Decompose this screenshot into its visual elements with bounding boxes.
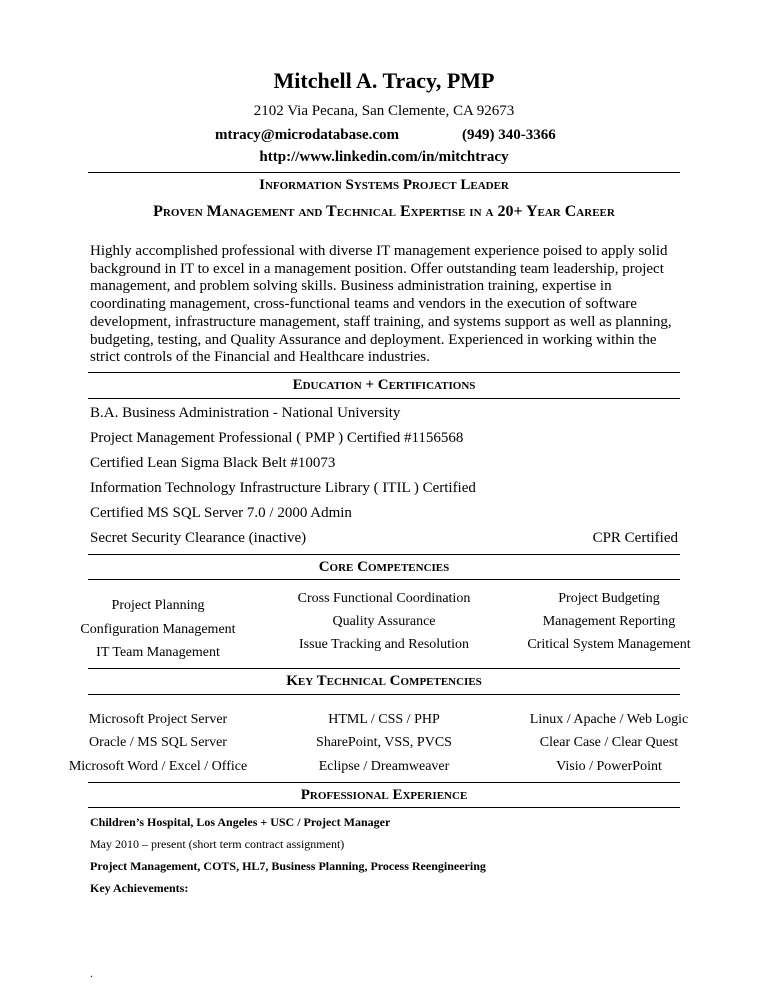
cpr-certified: CPR Certified (592, 530, 678, 546)
divider-rule (88, 398, 680, 399)
education-item: Certified Lean Sigma Black Belt #10073 (90, 455, 336, 471)
summary-line: coordinating management, cross-functional teams and vendors in the execution of software (90, 296, 637, 313)
candidate-name: Mitchell A. Tracy, PMP (273, 68, 495, 93)
role-title: Information Systems Project Leader (259, 177, 509, 193)
achievements-label: Key Achievements: (90, 881, 189, 895)
employment-dates: May 2010 – present (short term contract assignment) (90, 837, 345, 851)
education-item: B.A. Business Administration - National University (90, 405, 401, 421)
technical-item: Clear Case / Clear Quest (539, 735, 679, 750)
technical-item: Linux / Apache / Web Logic (529, 712, 689, 727)
technical-item: SharePoint, VSS, PVCS (316, 735, 452, 750)
core-item: Quality Assurance (332, 614, 436, 629)
divider-rule (88, 172, 680, 173)
divider-rule (88, 694, 680, 695)
core-item: Project Budgeting (558, 591, 660, 606)
technical-item: HTML / CSS / PHP (328, 712, 440, 727)
technical-item: Microsoft Word / Excel / Office (68, 759, 248, 774)
technical-item: Oracle / MS SQL Server (89, 735, 227, 750)
summary (90, 243, 690, 367)
summary-line: Highly accomplished professional with diverse IT management experience poised to apply solid (90, 243, 668, 259)
phone: (949) 340-3366 (462, 127, 556, 143)
divider-rule (88, 807, 680, 808)
employer: Children’s Hospital, Los Angeles + USC / Project Manager (90, 815, 391, 829)
technical-item: Microsoft Project Server (88, 712, 228, 727)
divider-rule (88, 668, 680, 669)
divider-rule (88, 372, 680, 373)
linkedin-url: http://www.linkedin.com/in/mitchtracy (259, 149, 509, 165)
technical-heading: Key Technical Competencies (286, 673, 482, 689)
core-item: IT Team Management (96, 645, 220, 660)
core-item: Issue Tracking and Resolution (299, 637, 469, 652)
education-heading: Education + Certifications (292, 377, 476, 393)
summary-line: development, infrastructure management, staff training, and systems support as well as planning, (90, 313, 672, 330)
summary-line: background in IT to excel in a management position. Offer outstanding team leadership, project (90, 260, 664, 277)
core-item: Management Reporting (542, 614, 676, 629)
divider-rule (88, 579, 680, 580)
core-item: Project Planning (111, 598, 205, 613)
education-item: Information Technology Infrastructure Library ( ITIL ) Certified (90, 480, 476, 496)
core-item: Configuration Management (80, 622, 236, 637)
education-item: Certified MS SQL Server 7.0 / 2000 Admin (90, 505, 352, 521)
core-heading: Core Competencies (318, 559, 450, 575)
tagline: Proven Management and Technical Expertise in a 20+ Year Career (153, 203, 615, 220)
core-item: Cross Functional Coordination (297, 591, 471, 606)
education-item: Project Management Professional ( PMP ) Certified #1156568 (90, 430, 464, 446)
technical-item: Visio / PowerPoint (556, 759, 662, 774)
experience-heading: Professional Experience (300, 787, 468, 803)
education-item: Secret Security Clearance (inactive) (90, 530, 307, 546)
core-item: Critical System Management (527, 637, 691, 652)
email: mtracy@microdatabase.com (215, 127, 400, 143)
summary-line: strict controls of the Financial and Healthcare industries. (90, 349, 430, 366)
experience-skills: Project Management, COTS, HL7, Business Planning, Process Reengineering (90, 859, 486, 873)
technical-item: Eclipse / Dreamweaver (318, 759, 450, 774)
bullet-mark: . (90, 966, 93, 980)
summary-line: management, and problem solving skills. Business administration training, expertise in (90, 278, 612, 295)
divider-rule (88, 782, 680, 783)
address: 2102 Via Pecana, San Clemente, CA 92673 (253, 103, 515, 119)
summary-line: budgeting, testing, and Quality Assurance and deployment. Experienced in working within the (90, 331, 657, 348)
divider-rule (88, 554, 680, 555)
